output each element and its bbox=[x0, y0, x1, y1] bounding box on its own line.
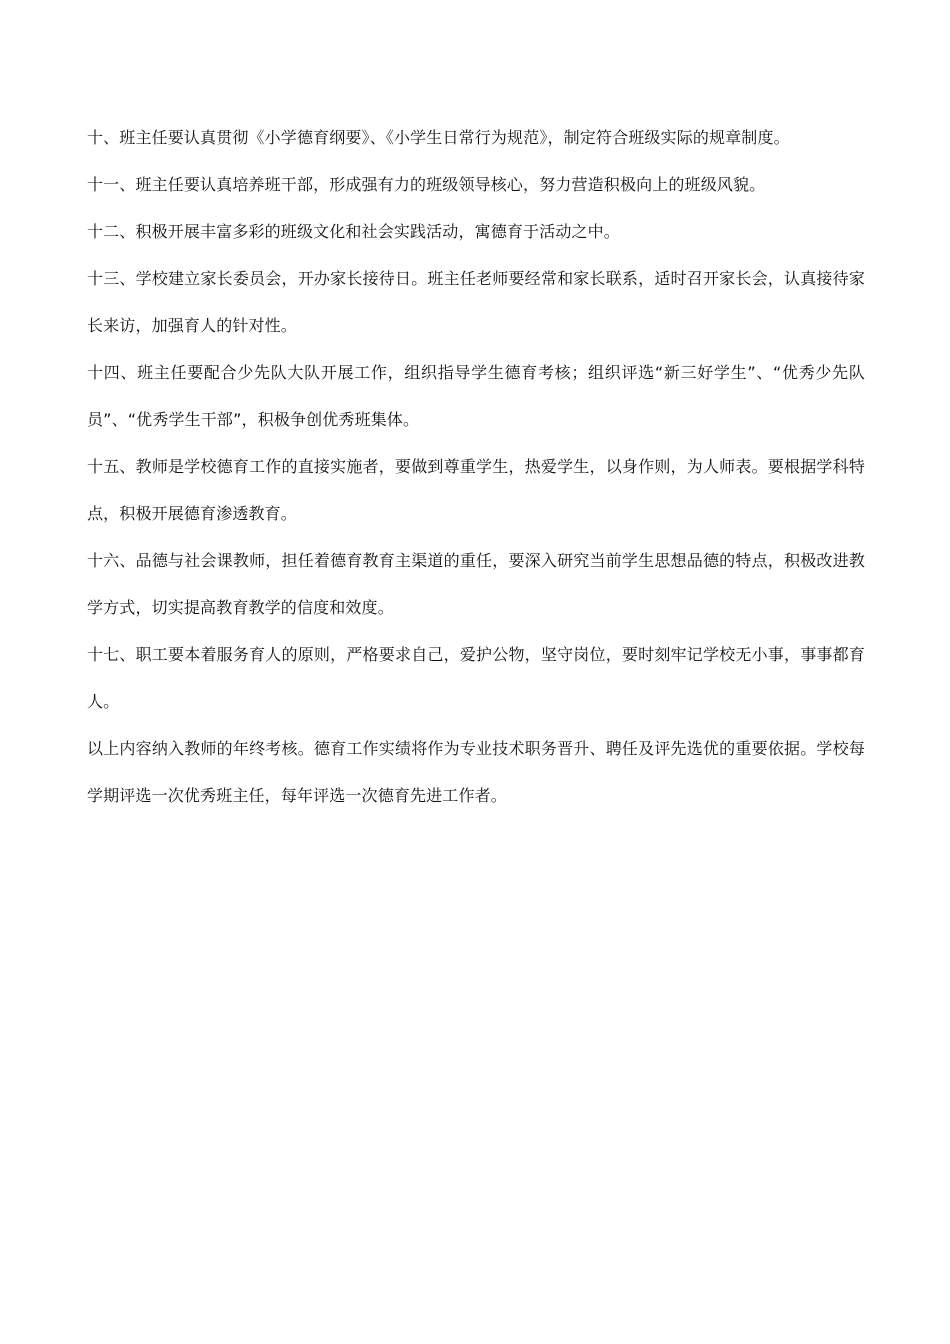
paragraph-17: 十七、职工要本着服务育人的原则，严格要求自己，爱护公物，坚守岗位，要时刻牢记学校无小事，事事都育人。 bbox=[87, 645, 865, 711]
closing-paragraph: 以上内容纳入教师的年终考核。德育工作实绩将作为专业技术职务晋升、聘任及评先选优的重要依据。学校每学期评选一次优秀班主任，每年评选一次德育先进工作者。 bbox=[87, 739, 865, 805]
document-body bbox=[87, 114, 865, 819]
paragraph-12: 十二、积极开展丰富多彩的班级文化和社会实践活动，寓德育于活动之中。 bbox=[87, 222, 620, 241]
paragraph-16: 十六、品德与社会课教师，担任着德育教育主渠道的重任，要深入研究当前学生思想品德的特点，积极改进教学方式，切实提高教育教学的信度和效度。 bbox=[87, 551, 865, 617]
paragraph-13: 十三、学校建立家长委员会，开办家长接待日。班主任老师要经常和家长联系，适时召开家长会，认真接待家长来访，加强育人的针对性。 bbox=[87, 269, 865, 335]
paragraph-11: 十一、班主任要认真培养班干部，形成强有力的班级领导核心，努力营造积极向上的班级风貌。 bbox=[87, 175, 766, 194]
paragraph-15: 十五、教师是学校德育工作的直接实施者，要做到尊重学生，热爱学生，以身作则，为人师表。要根据学科特点，积极开展德育渗透教育。 bbox=[87, 457, 865, 523]
paragraph-14: 十四、班主任要配合少先队大队开展工作，组织指导学生德育考核；组织评选“新三好学生”、“优秀少先队员”、“优秀学生干部”，积极争创优秀班集体。 bbox=[87, 363, 865, 429]
paragraph-10: 十、班主任要认真贯彻《小学德育纲要》、《小学生日常行为规范》，制定符合班级实际的规章制度。 bbox=[87, 128, 790, 147]
